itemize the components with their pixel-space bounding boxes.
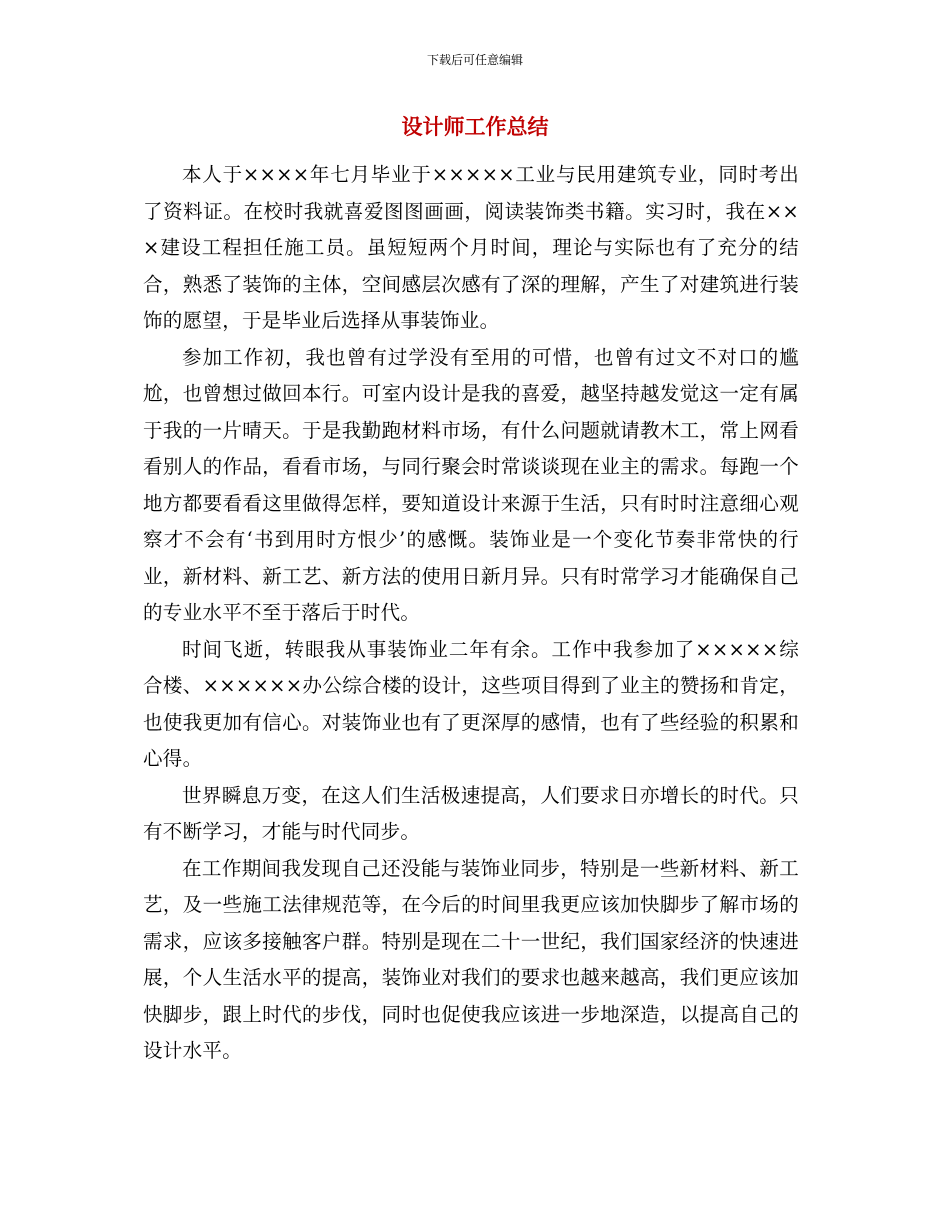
- paragraph-5: 在工作期间我发现自己还没能与装饰业同步，特别是一些新材料、新工艺，及一些施工法律规范等，在今后的时间里我更应该加快脚步了解市场的需求，应该多接触客户群。特别是现在二十一世纪，我们国家经济的快速进展，个人生活水平的提高，装饰业对我们的要求也越来越高，我们更应该加快脚步，跟上时代的步伐，同时也促使我应该进一步地深造，以提高自己的设计水平。: [143, 856, 799, 1062]
- document-body: [143, 157, 799, 1070]
- paragraph-4: 世界瞬息万变，在这人们生活极速提高，人们要求日亦增长的时代。只有不断学习，才能与时代同步。: [143, 783, 799, 843]
- paragraph-2: 参加工作初，我也曾有过学没有至用的可惜，也曾有过文不对口的尴尬，也曾想过做回本行。可室内设计是我的喜爱，越坚持越发觉这一定有属于我的一片晴天。于是我勤跑材料市场，有什么问题就请教木工，常上网看看别人的作品，看看市场，与同行聚会时常谈谈现在业主的需求。每跑一个地方都要看看这里做得怎样，要知道设计来源于生活，只有时时注意细心观察才不会有‘书到用时方恨少’的感慨。装饰业是一个变化节奏非常快的行业，新材料、新工艺、新方法的使用日新月异。只有时常学习才能确保自己的专业水平不至于落后于时代。: [143, 345, 799, 624]
- paragraph-3: 时间飞逝，转眼我从事装饰业二年有余。工作中我参加了×××××综合楼、××××××办公综合楼的设计，这些项目得到了业主的赞扬和肯定，也使我更加有信心。对装饰业也有了更深厚的感情，也有了些经验的积累和心得。: [143, 637, 799, 770]
- document-title: 设计师工作总结: [401, 115, 549, 139]
- page-header: 下载后可任意编辑: [426, 53, 523, 67]
- paragraph-1: 本人于××××年七月毕业于×××××工业与民用建筑专业，同时考出了资料证。在校时我就喜爱图图画画，阅读装饰类书籍。实习时，我在×××建设工程担任施工员。虽短短两个月时间，理论与实际也有了充分的结合，熟悉了装饰的主体，空间感层次感有了深的理解，产生了对建筑进行装饰的愿望，于是毕业后选择从事装饰业。: [143, 163, 799, 332]
